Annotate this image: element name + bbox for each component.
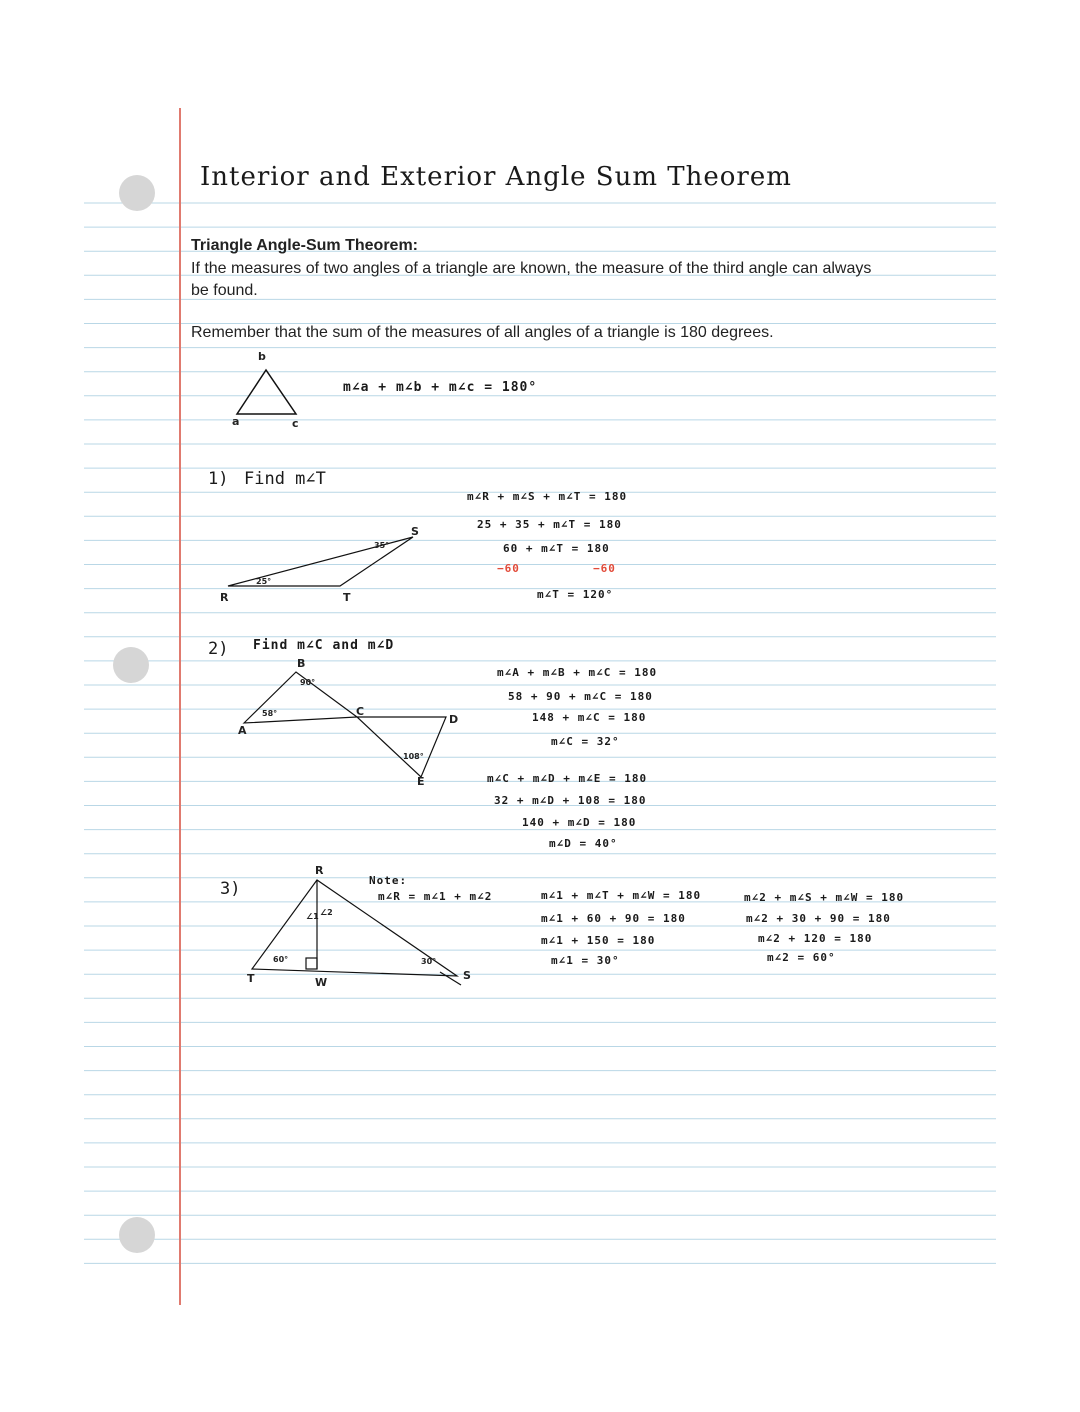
- p2-label-a: A: [238, 724, 247, 737]
- p1-work-line-2: 25 + 35 + m∠T = 180: [477, 518, 622, 531]
- p3-angle-1: ∠1: [306, 912, 319, 921]
- theorem-line-1: If the measures of two angles of a triangle are known, the measure of the third angle can always: [191, 260, 872, 277]
- p2-work-line-4: m∠C = 32°: [551, 735, 620, 748]
- p2-angle-e: 108°: [403, 752, 424, 761]
- p2-work-line-6: 32 + m∠D + 108 = 180: [494, 794, 647, 807]
- p1-work-line-1: m∠R + m∠S + m∠T = 180: [467, 490, 628, 503]
- problem-1-prompt: Find m∠T: [244, 469, 326, 489]
- example-triangle: [237, 370, 296, 414]
- p3-note: m∠R = m∠1 + m∠2: [378, 890, 493, 903]
- p3-work-left-3: m∠1 + 150 = 180: [541, 934, 656, 947]
- p3-note-label: Note:: [369, 874, 408, 887]
- p2-label-b: B: [297, 657, 306, 670]
- theorem-line-2: be found.: [191, 282, 258, 299]
- p1-answer: m∠T = 120°: [537, 588, 614, 601]
- binder-hole-middle: [113, 647, 149, 683]
- p3-angle-t: 60°: [273, 955, 289, 964]
- p3-label-w: W: [315, 976, 328, 989]
- p3-label-r: R: [315, 864, 324, 877]
- theorem-heading: Triangle Angle-Sum Theorem:: [191, 237, 418, 254]
- p1-subtract-right: −60: [593, 562, 616, 575]
- p1-label-r: R: [220, 591, 229, 604]
- p1-subtract-left: −60: [497, 562, 520, 575]
- p3-work-left-4: m∠1 = 30°: [551, 954, 620, 967]
- p3-work-right-3: m∠2 + 120 = 180: [758, 932, 873, 945]
- p1-label-t: T: [343, 591, 351, 604]
- ruled-lines: [84, 203, 996, 1263]
- p1-angle-s: 35°: [374, 541, 390, 550]
- p2-angle-a: 58°: [262, 709, 278, 718]
- binder-hole-top: [119, 175, 155, 211]
- page-title: Interior and Exterior Angle Sum Theorem: [200, 162, 792, 192]
- p3-angle-s: 30°: [421, 957, 437, 966]
- p1-work-line-3: 60 + m∠T = 180: [503, 542, 610, 555]
- example-label-c: c: [292, 417, 299, 430]
- p3-label-s: S: [463, 969, 471, 982]
- p2-work-line-1: m∠A + m∠B + m∠C = 180: [497, 666, 658, 679]
- p2-work-line-2: 58 + 90 + m∠C = 180: [508, 690, 653, 703]
- p2-work-line-3: 148 + m∠C = 180: [532, 711, 647, 724]
- p2-label-e: E: [417, 775, 425, 788]
- example-equation: m∠a + m∠b + m∠c = 180°: [343, 380, 538, 395]
- p3-work-right-2: m∠2 + 30 + 90 = 180: [746, 912, 891, 925]
- p2-work-line-8: m∠D = 40°: [549, 837, 618, 850]
- problem-2-prompt: Find m∠C and m∠D: [253, 638, 395, 653]
- p2-work-line-5: m∠C + m∠D + m∠E = 180: [487, 772, 648, 785]
- example-label-b: b: [258, 350, 266, 363]
- p3-angle-2: ∠2: [320, 908, 333, 917]
- figure-abcde: [244, 672, 446, 777]
- problem-2-number: 2): [208, 639, 229, 659]
- p2-work-line-7: 140 + m∠D = 180: [522, 816, 637, 829]
- p1-label-s: S: [411, 525, 419, 538]
- p3-label-t: T: [247, 972, 255, 985]
- p2-label-d: D: [449, 713, 459, 726]
- problem-3-number: 3): [220, 879, 241, 899]
- p1-angle-r: 25°: [256, 577, 272, 586]
- p2-angle-b: 90°: [300, 678, 316, 687]
- p3-work-left-2: m∠1 + 60 + 90 = 180: [541, 912, 686, 925]
- p3-work-left-1: m∠1 + m∠T + m∠W = 180: [541, 889, 702, 902]
- problem-1-number: 1): [208, 469, 229, 489]
- binder-hole-bottom: [119, 1217, 155, 1253]
- p2-label-c: C: [356, 705, 365, 718]
- p3-work-right-1: m∠2 + m∠S + m∠W = 180: [744, 891, 905, 904]
- p3-work-right-4: m∠2 = 60°: [767, 951, 836, 964]
- remember-note: Remember that the sum of the measures of all angles of a triangle is 180 degrees.: [191, 324, 774, 341]
- example-label-a: a: [232, 415, 240, 428]
